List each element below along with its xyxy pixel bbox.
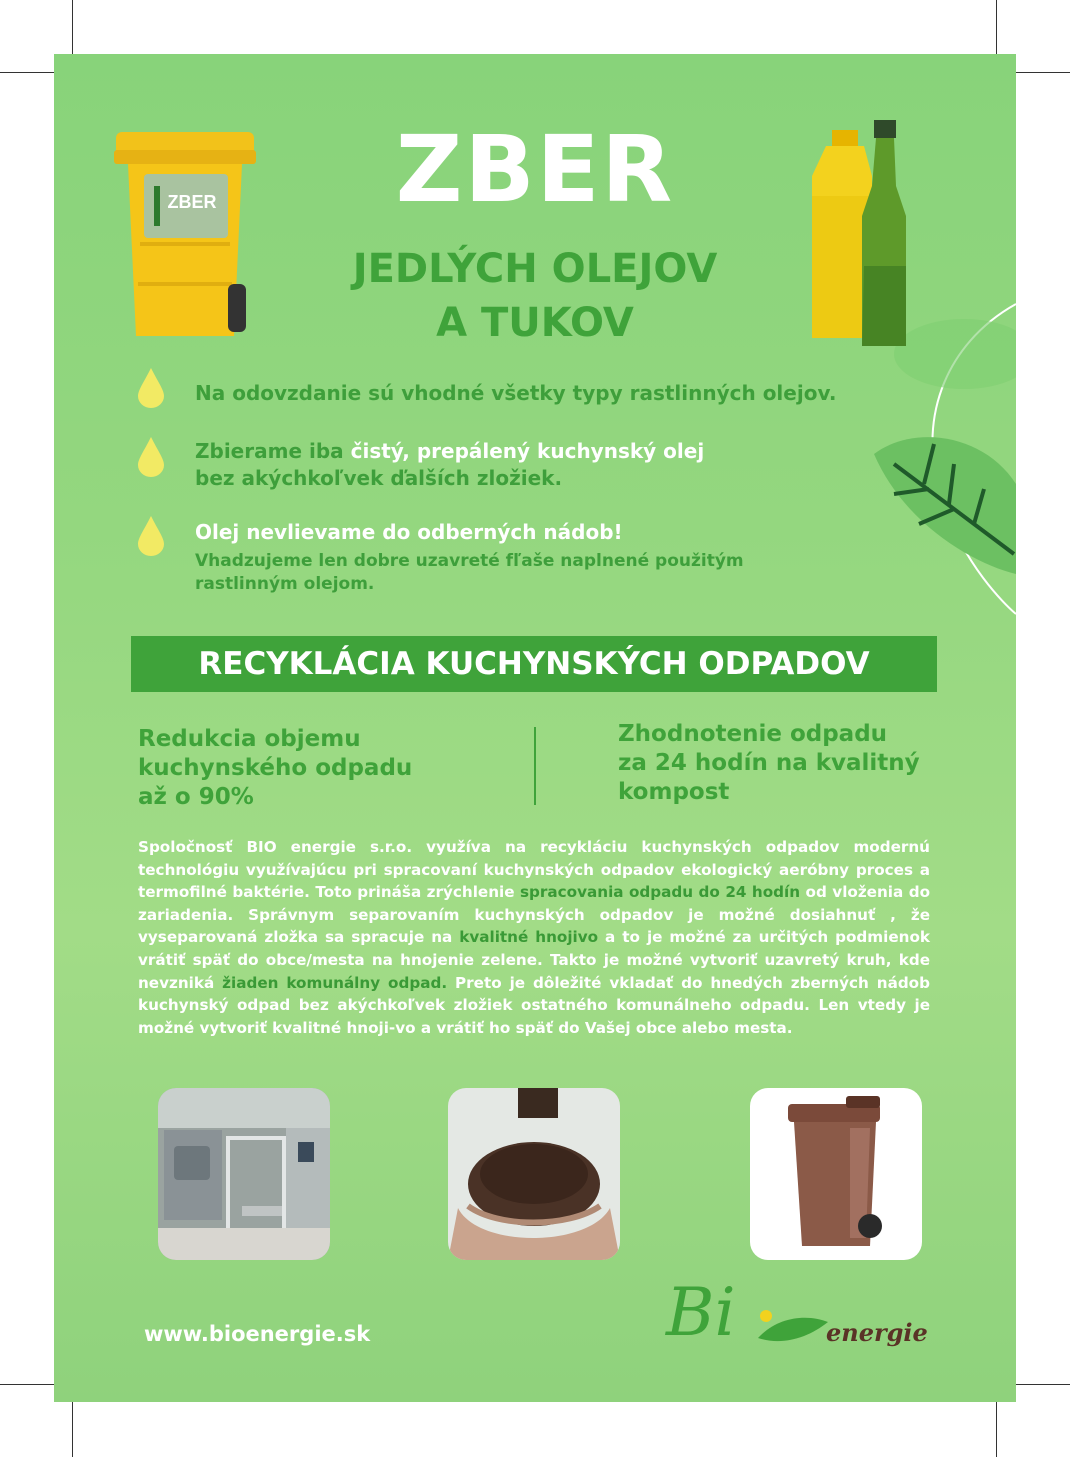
paragraph-part: od vloženia do zariadenia. Správnym separovaním kuchynských odpadov je možné dosiahnuť , že vyseparovaná zložka sa spracuje na [138,883,931,947]
left-column-line: Redukcia objemu [138,726,361,752]
left-column-text [138,725,412,812]
bullet-2-bold: čistý, prepálený kuchynský olej [350,439,705,463]
brown-bin-icon [750,1088,922,1260]
bullet-3-line2: Vhadzujeme len dobre uzavreté fľaše naplnené použitým [195,551,744,571]
oil-drop-icon [138,437,164,477]
right-column-line: kompost [618,779,730,805]
crop-mark [72,1397,73,1457]
composting-machine-icon [158,1088,330,1260]
paragraph-part: Preto je dôležité vkladať do hnedých zberných nádob kuchynský odpad bez akýchkoľvek zložiek ostatného komunálneho odpadu. Len vtedy je možné vytvoriť kvalitné hnoji-vo a vrátiť ho späť do Vašej obce alebo mesta. [138,973,930,1037]
right-column-line: za 24 hodín na kvalitný [618,750,920,776]
left-column-line: až o 90% [138,784,254,810]
left-column-line: kuchynského odpadu [138,755,413,781]
bullet-3-line3: rastlinným olejom. [195,574,375,594]
logo-sub: energie [826,1318,928,1347]
oil-drop-icon [138,368,164,408]
crop-mark [72,0,73,60]
bin-label: ZBER [167,192,217,212]
flyer-page [54,54,1016,1402]
paragraph-part: Spoločnosť BIO energie s.r.o. využíva na recykláciu kuchynských odpadov modernú technológiu využívajúcu pri spracovaní kuchynských odpadov ekologický aeróbny proces a termofilné baktérie. Toto prináša zrýchlenie [138,838,930,902]
paragraph-highlight: spracovania odpadu do 24 hodín [520,883,801,902]
brown-bin-photo [750,1088,922,1260]
paragraph-highlight: žiaden komunálny odpad. [222,973,448,992]
bullet-1-text: Na odovzdanie sú vhodné všetky typy rastlinných olejov. [195,381,837,405]
crop-mark [0,1384,60,1385]
paragraph-part: a to je možné za určitých podmienok vrátiť späť do obce/mesta na hnojenie zelene. Takto je možné vytvoriť uzavretý kruh, kde nevzniká [138,928,930,992]
section-banner: RECYKLÁCIA KUCHYNSKÝCH ODPADOV [131,636,937,692]
crop-mark [0,72,60,73]
page-subtitle-line2: A TUKOV [436,300,634,346]
page-subtitle-line1: JEDLÝCH OLEJOV [352,246,718,292]
bullet-3-body [195,550,744,596]
website-link[interactable]: www.bioenergie.sk [144,1322,371,1346]
crop-mark [996,1397,997,1457]
logo-leaf-icon [758,1308,828,1348]
right-column-text [618,720,920,807]
bullet-3-bold: Olej nevlievame do odberných nádob! [195,520,623,544]
crop-mark [1010,72,1070,73]
right-column-line: Zhodnotenie odpadu [618,721,888,747]
page-title: ZBER [395,116,675,223]
company-logo [666,1274,928,1360]
description-paragraph [138,836,930,1039]
oil-drop-icon [138,516,164,556]
compost-hands-icon [448,1088,620,1260]
logo-main: Bi [666,1274,736,1351]
crop-mark [996,0,997,60]
bullet-3-heading [195,519,623,546]
bullet-2-line2: bez akýchkoľvek ďalších zložiek. [195,466,563,490]
bullet-2-prefix: Zbierame iba [195,439,351,463]
machine-photo [158,1088,330,1260]
crop-mark [1010,1384,1070,1385]
compost-photo [448,1088,620,1260]
paragraph-highlight: kvalitné hnojivo [459,928,599,947]
column-divider [534,727,536,805]
bullet-2-text [195,438,704,492]
